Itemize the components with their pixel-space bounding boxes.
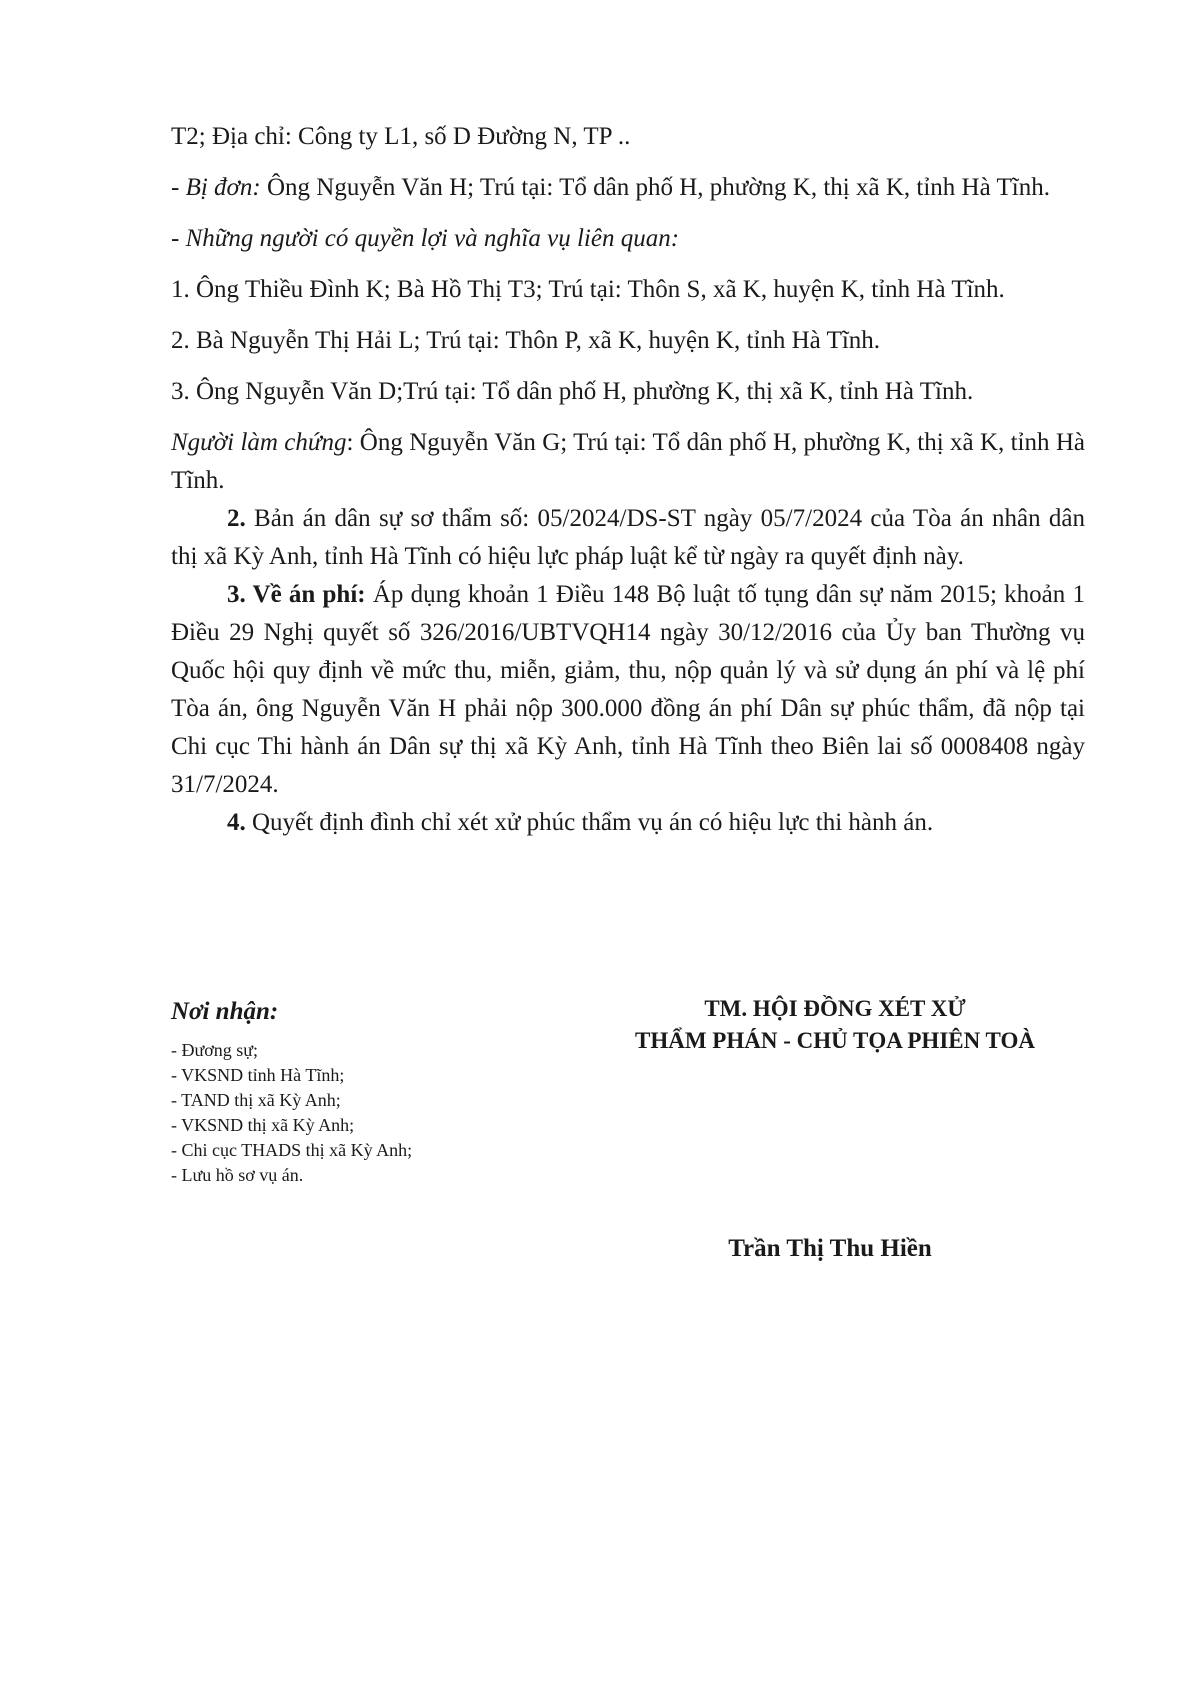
item-4-text: Quyết định đình chỉ xét xử phúc thẩm vụ án có hiệu lực thi hành án. [245,809,934,836]
recipient-item: - VKSND thị xã Kỳ Anh; [171,1115,355,1135]
item-2-text: Bản án dân sự sơ thẩm số: 05/2024/DS-ST ngày 05/7/2024 của Tòa án nhân dân thị xã Kỳ Anh, tỉnh Hà Tĩnh có hiệu lực pháp luật kể từ ngày ra quyết định này. [171,505,1085,570]
recipients-title: Nơi nhận: [171,998,279,1025]
recipient-item: - Lưu hồ sơ vụ án. [171,1165,304,1185]
recipient-item: - TAND thị xã Kỳ Anh; [171,1090,341,1110]
presiding-judge-title: THẨM PHÁN - CHỦ TỌA PHIÊN TOÀ [635,1028,1035,1053]
witness-text: : Ông Nguyễn Văn G; Trú tại: Tổ dân phố H, phường K, thị xã K, tỉnh Hà Tĩnh. [171,429,1085,494]
council-title: TM. HỘI ĐỒNG XÉT XỬ [704,996,966,1021]
defendant-label: - Bị đơn: [171,174,261,201]
recipient-item: - Đương sự; [171,1040,259,1060]
plaintiff-address-line: T2; Địa chỉ: Công ty L1, số D Đường N, TP .. [171,123,631,150]
related-party-1: 1. Ông Thiều Đình K; Bà Hồ Thị T3; Trú tại: Thôn S, xã K, huyện K, tỉnh Hà Tĩnh. [171,276,1005,303]
related-party-2: 2. Bà Nguyễn Thị Hải L; Trú tại: Thôn P, xã K, huyện K, tỉnh Hà Tĩnh. [171,327,881,354]
witness-label: Người làm chứng [171,429,347,456]
related-party-3: 3. Ông Nguyễn Văn D;Trú tại: Tổ dân phố H, phường K, thị xã K, tỉnh Hà Tĩnh. [171,378,974,405]
recipient-item: - Chi cục THADS thị xã Kỳ Anh; [171,1140,413,1160]
recipient-item: - VKSND tỉnh Hà Tĩnh; [171,1065,345,1085]
defendant-text: Ông Nguyễn Văn H; Trú tại: Tổ dân phố H, phường K, thị xã K, tỉnh Hà Tĩnh. [260,174,1050,201]
related-parties-heading: - Những người có quyền lợi và nghĩa vụ liên quan: [171,225,680,252]
signer-name: Trần Thị Thu Hiền [728,1235,932,1262]
signature-block [585,993,1085,1057]
court-fee-label: 3. Về án phí: [227,581,366,608]
court-fee-text: Áp dụng khoản 1 Điều 148 Bộ luật tố tụng dân sự năm 2015; khoản 1 Điều 29 Nghị quyết số 326/2016/UBTVQH14 ngày 30/12/2016 của Ủy ban Thường vụ Quốc hội quy định về mức thu, miễn, giảm, thu, nộp quản lý và sử dụng án phí và lệ phí Tòa án, ông Nguyễn Văn H phải nộp 300.000 đồng án phí Dân sự phúc thẩm, đã nộp tại Chi cục Thi hành án Dân sự thị xã Kỳ Anh, tỉnh Hà Tĩnh theo Biên lai số 0008408 ngày 31/7/2024. [171,581,1086,798]
item-4-number: 4. [227,809,246,836]
recipients-block [171,996,591,1188]
recipients-list [171,1038,591,1188]
item-2-number: 2. [227,505,246,532]
